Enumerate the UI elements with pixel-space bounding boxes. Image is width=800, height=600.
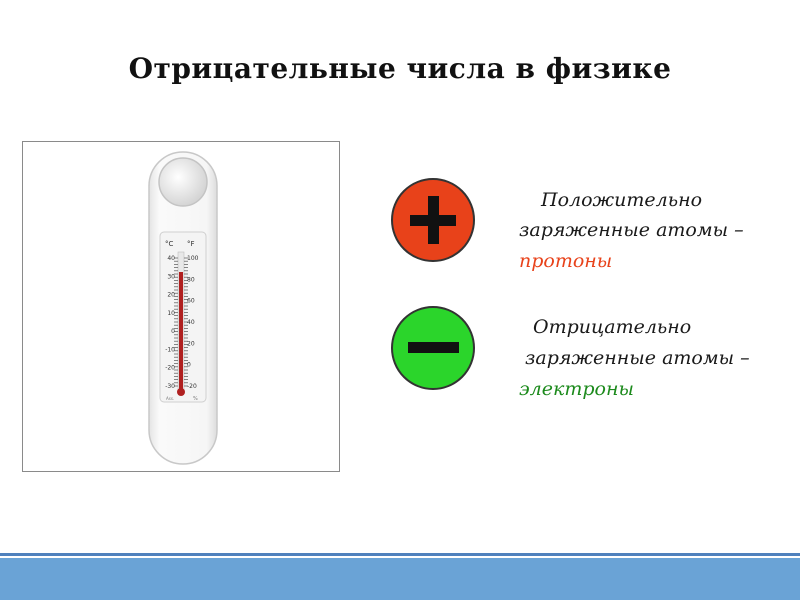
- positive-line3: протоны: [519, 250, 613, 272]
- footer-bar: [0, 558, 800, 600]
- fahrenheit-tick-label: 40: [187, 319, 195, 326]
- celsius-tick-label: -20: [165, 364, 175, 372]
- fahrenheit-unit: °F: [187, 240, 195, 248]
- footer-divider: [0, 553, 800, 556]
- fahrenheit-tick-label: -20: [187, 383, 197, 390]
- fahrenheit-tick-label: 60: [187, 297, 195, 305]
- fahrenheit-tick-label: 20: [187, 340, 195, 348]
- celsius-tick-label: -30: [165, 383, 175, 390]
- thermometer-image: [22, 141, 340, 472]
- negative-line1: Отрицательно: [533, 316, 692, 338]
- celsius-tick-label: 10: [167, 309, 175, 317]
- thermometer-bottom-right: %: [193, 396, 198, 402]
- celsius-tick-label: 40: [167, 255, 175, 262]
- negative-line3: электроны: [519, 378, 634, 400]
- fahrenheit-tick-label: 0: [187, 361, 191, 369]
- plus-sign-icon: [391, 178, 475, 262]
- positive-line1: Положительно: [541, 189, 703, 211]
- slide-title: Отрицательные числа в физике: [128, 52, 672, 85]
- celsius-tick-label: -10: [165, 346, 175, 354]
- celsius-tick-label: 20: [167, 291, 175, 299]
- thermometer-bottom-left: Ass.: [166, 396, 175, 401]
- fahrenheit-tick-label: 100: [187, 255, 199, 262]
- fahrenheit-tick-label: 80: [187, 276, 195, 284]
- minus-sign-icon: [391, 306, 475, 390]
- positive-line2: заряженные атомы –: [519, 219, 744, 241]
- celsius-tick-label: 0: [171, 328, 175, 336]
- celsius-tick-label: 30: [167, 273, 175, 281]
- celsius-unit: °C: [165, 240, 174, 248]
- thermometer-body: [149, 152, 217, 464]
- negative-line2: заряженные атомы –: [525, 347, 750, 369]
